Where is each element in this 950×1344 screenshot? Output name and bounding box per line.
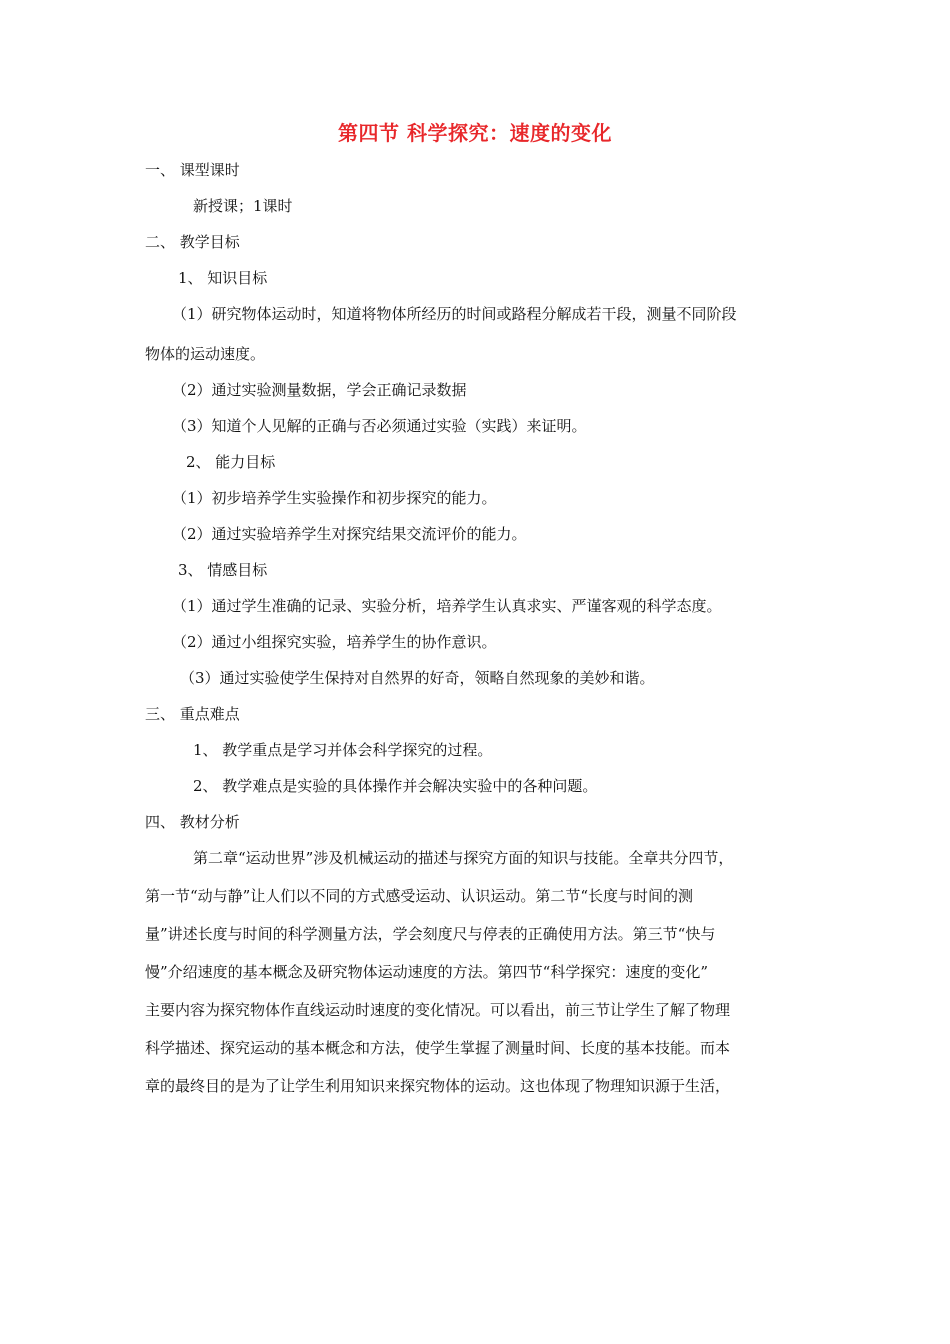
subsection-heading: 2、 能力目标 bbox=[186, 453, 276, 471]
paragraph-line: 第二章“运动世界”涉及机械运动的描述与探究方面的知识与技能。全章共分四节， bbox=[193, 849, 734, 867]
subsection-heading: 3、 情感目标 bbox=[178, 561, 268, 579]
body-line: （1）研究物体运动时，知道将物体所经历的时间或路程分解成若干段，测量不同阶段 bbox=[172, 305, 737, 323]
body-line: 2、 教学难点是实验的具体操作并会解决实验中的各种问题。 bbox=[193, 777, 598, 795]
body-line: 新授课；1课时 bbox=[193, 197, 293, 215]
subsection-heading: 1、 知识目标 bbox=[178, 269, 268, 287]
body-line: （2）通过小组探究实验，培养学生的协作意识。 bbox=[172, 633, 497, 651]
body-line: （3）知道个人见解的正确与否必须通过实验（实践）来证明。 bbox=[172, 417, 587, 435]
body-line: 1、 教学重点是学习并体会科学探究的过程。 bbox=[193, 741, 493, 759]
body-line: 物体的运动速度。 bbox=[145, 345, 266, 363]
body-line: （1）通过学生准确的记录、实验分析，培养学生认真求实、严谨客观的科学态度。 bbox=[172, 597, 722, 615]
body-line: （2）通过实验测量数据，学会正确记录数据 bbox=[172, 381, 467, 399]
body-line: （2）通过实验培养学生对探究结果交流评价的能力。 bbox=[172, 525, 527, 543]
section-heading: 二、 教学目标 bbox=[145, 233, 240, 251]
paragraph-line: 量”讲述长度与时间的科学测量方法，学会刻度尺与停表的正确使用方法。第三节“快与 bbox=[145, 925, 716, 943]
body-line: （3）通过实验使学生保持对自然界的好奇，领略自然现象的美妙和谐。 bbox=[180, 669, 655, 687]
page-title: 第四节 科学探究：速度的变化 bbox=[338, 121, 612, 145]
body-line: （1）初步培养学生实验操作和初步探究的能力。 bbox=[172, 489, 497, 507]
paragraph-line: 章的最终目的是为了让学生利用知识来探究物体的运动。这也体现了物理知识源于生活， bbox=[145, 1077, 731, 1095]
section-heading: 三、 重点难点 bbox=[145, 705, 240, 723]
section-heading: 四、 教材分析 bbox=[145, 813, 240, 831]
section-heading: 一、 课型课时 bbox=[145, 161, 240, 179]
paragraph-line: 慢”介绍速度的基本概念及研究物体运动速度的方法。第四节“科学探究：速度的变化” bbox=[145, 963, 709, 981]
paragraph-line: 第一节“动与静”让人们以不同的方式感受运动、认识运动。第二节“长度与时间的测 bbox=[145, 887, 694, 905]
paragraph-line: 科学描述、探究运动的基本概念和方法，使学生掌握了测量时间、长度的基本技能。而本 bbox=[145, 1039, 731, 1057]
paragraph-line: 主要内容为探究物体作直线运动时速度的变化情况。可以看出，前三节让学生了解了物理 bbox=[145, 1001, 731, 1019]
